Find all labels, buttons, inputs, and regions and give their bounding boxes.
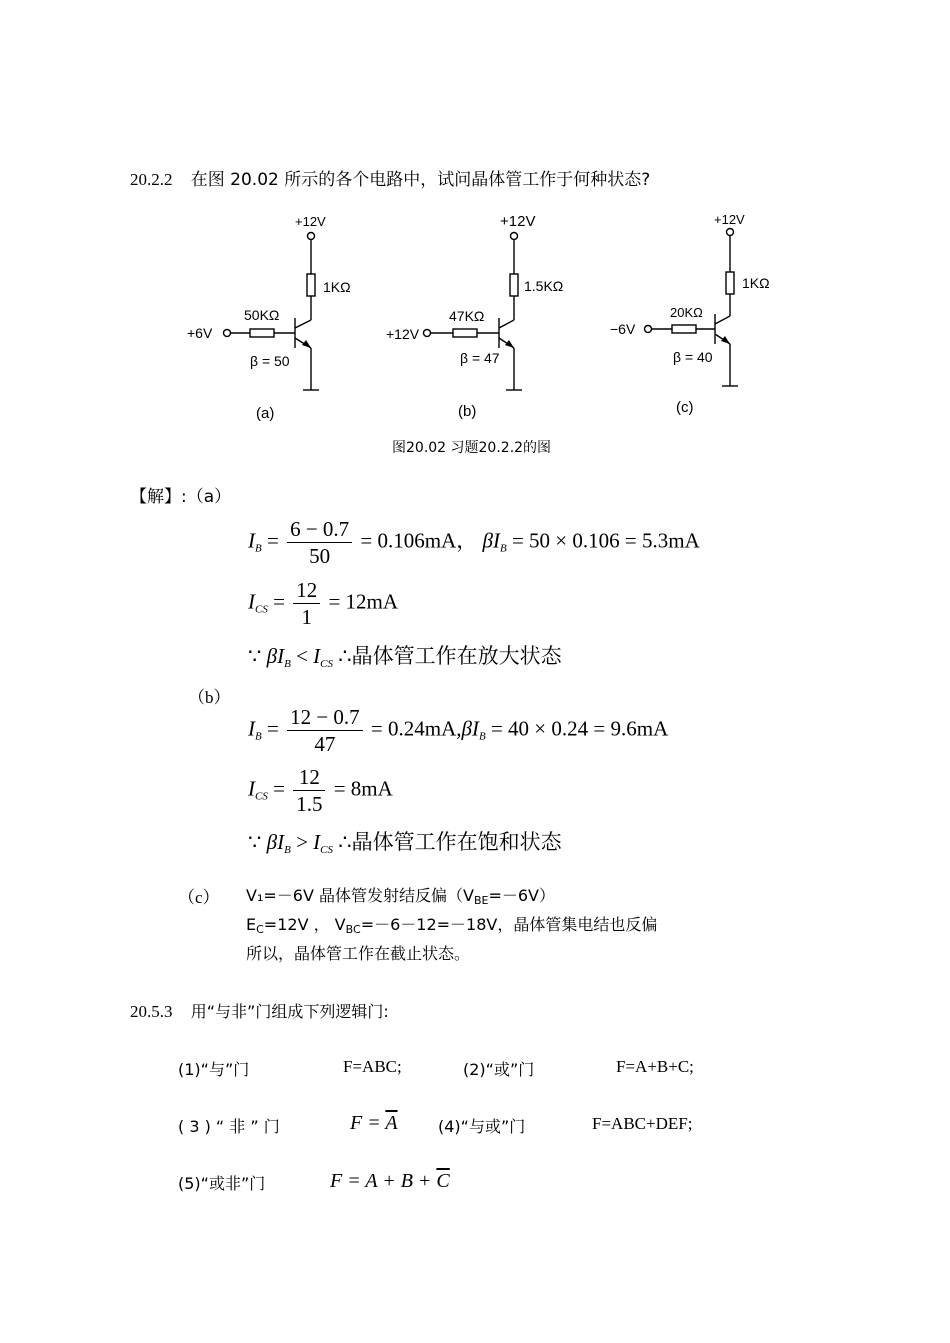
item-5-label: (5)“或非”门 (178, 1174, 266, 1193)
figure-caption: 图20.02 习题20.2.2的图 (392, 440, 552, 456)
beta-label-b: β = 47 (460, 350, 500, 366)
problem2-question: 用“与非”门组成下列逻辑门: (190, 1002, 389, 1021)
eq-b-ib: $I_B$ = $\frac{12 - 0.7}{47}$ = $0.24mA,\beta I_B = 40 \times 0.24 = 9.6mA$ (248, 705, 669, 756)
item-5-expr-main: F = A + B + (330, 1170, 437, 1192)
circuit-label-c: (c) (676, 399, 694, 416)
item-3-expr-a: $\overline{A}$ (385, 1112, 398, 1134)
vcc-label-b: +12V (500, 213, 536, 230)
eq-a-ib-result: = 0.106mA， (360, 528, 478, 553)
vcc-label-a: +12V (295, 214, 326, 229)
item-5-expr-c: $\overline{C}$ (436, 1170, 450, 1192)
vin-label-b: +12V (386, 326, 420, 342)
eq-b-ib-den: 47 (314, 732, 336, 756)
eq-a-ics-den: 1 (301, 605, 312, 629)
problem2-heading (130, 999, 389, 1022)
circuit-label-b: (b) (458, 403, 477, 420)
c-line1-text: V₁=－6V 晶体管发射结反偏（V (246, 886, 474, 905)
circuit-figure (0, 200, 950, 470)
item-2-expr: F=A+B+C; (616, 1057, 694, 1076)
c-line2-c: =－6－12=－18V，晶体管集电结也反偏 (360, 915, 658, 934)
eq-a-ib: $I_B$ = $\frac{6 - 0.7}{50}$ = 0.106mA， $\beta I_B = 50 \times 0.106 = 5.3mA$ (248, 517, 700, 568)
c-line2-a: E (246, 915, 257, 934)
eq-b-ib-num: 12 − 0.7 (287, 704, 363, 731)
eq-a-ics-num: 12 (293, 577, 320, 604)
eq-b-ics-num: 12 (293, 764, 325, 791)
eq-b-ics-result: = 8mA (333, 776, 393, 801)
item-3-expr-f: F = (350, 1112, 386, 1134)
eq-a-ics: $I_{CS}$ = $\frac{12}{1}$ = 12mA (248, 578, 399, 629)
eq-a-ics-result: = 12mA (328, 589, 399, 614)
beta-label-a: β = 50 (250, 353, 290, 369)
eq-b-conclusion: ∵ $\beta I_B > I_{CS}$ ∴晶体管工作在饱和状态 (248, 830, 562, 856)
item-1-label: (1)“与”门 (178, 1060, 250, 1079)
eq-a-ib-num: 6 − 0.7 (287, 516, 352, 543)
vin-label-a: +6V (187, 325, 213, 341)
rc-label-b: 1.5KΩ (524, 278, 564, 294)
solution-heading: 【解】:（a） (130, 487, 232, 507)
label-c: （c） (178, 888, 220, 907)
item-4-expr: F=ABC+DEF; (592, 1114, 693, 1133)
rb-label-c: 20KΩ (670, 305, 703, 320)
eq-b-ib-result: = 0.24mA, (370, 716, 462, 741)
item-2-label: (2)“或”门 (463, 1060, 535, 1079)
rb-label-a: 50KΩ (244, 307, 280, 323)
c-line3: 所以，晶体管工作在截止状态。 (246, 944, 471, 963)
eq-a-beta-ib: = 50 × 0.106 = 5.3mA (511, 528, 700, 553)
eq-a-conclusion: ∵ $\beta I_B < I_{CS}$ ∴晶体管工作在放大状态 (248, 644, 562, 670)
vin-label-c: −6V (610, 321, 636, 337)
c-line1-sub: BE (473, 894, 489, 907)
label-b: （b） (188, 688, 231, 707)
c-line2-a-sub: C (256, 923, 264, 936)
conclusion-a: 晶体管工作在放大状态 (351, 644, 562, 668)
rb-label-b: 47KΩ (449, 308, 485, 324)
item-4-label: (4)“与或”门 (438, 1117, 526, 1136)
beta-label-c: β = 40 (673, 349, 713, 365)
c-line2 (246, 912, 657, 936)
c-line2-b: =12V ， V (263, 915, 346, 934)
problem-heading (130, 165, 650, 190)
circuit-label-a: (a) (256, 405, 275, 422)
problem-number: 20.2.2 (130, 170, 173, 189)
rc-label-c: 1KΩ (742, 275, 770, 291)
item-3-label: ( 3 ) “ 非 ” 门 (178, 1117, 280, 1136)
eq-b-ics-den: 1.5 (296, 792, 323, 816)
rc-label-a: 1KΩ (323, 279, 351, 295)
eq-b-ics: $I_{CS}$ = $\frac{12}{1.5}$ = 8mA (248, 765, 393, 816)
item-1-expr: F=ABC; (343, 1057, 402, 1076)
item-5-expr (330, 1170, 450, 1193)
item-3-expr (350, 1112, 398, 1135)
eq-a-ib-den: 50 (309, 544, 331, 568)
c-line2-b-sub: BC (345, 923, 361, 936)
problem-question: 在图 20.02 所示的各个电路中，试问晶体管工作于何种状态? (190, 170, 651, 190)
conclusion-b: 晶体管工作在饱和状态 (351, 830, 562, 854)
vcc-label-c: +12V (714, 212, 745, 227)
c-line1 (246, 883, 555, 907)
problem2-number: 20.5.3 (130, 1002, 173, 1021)
eq-b-beta-ib: = 40 × 0.24 = 9.6mA (490, 716, 669, 741)
c-line1-end: =－6V） (488, 886, 555, 905)
